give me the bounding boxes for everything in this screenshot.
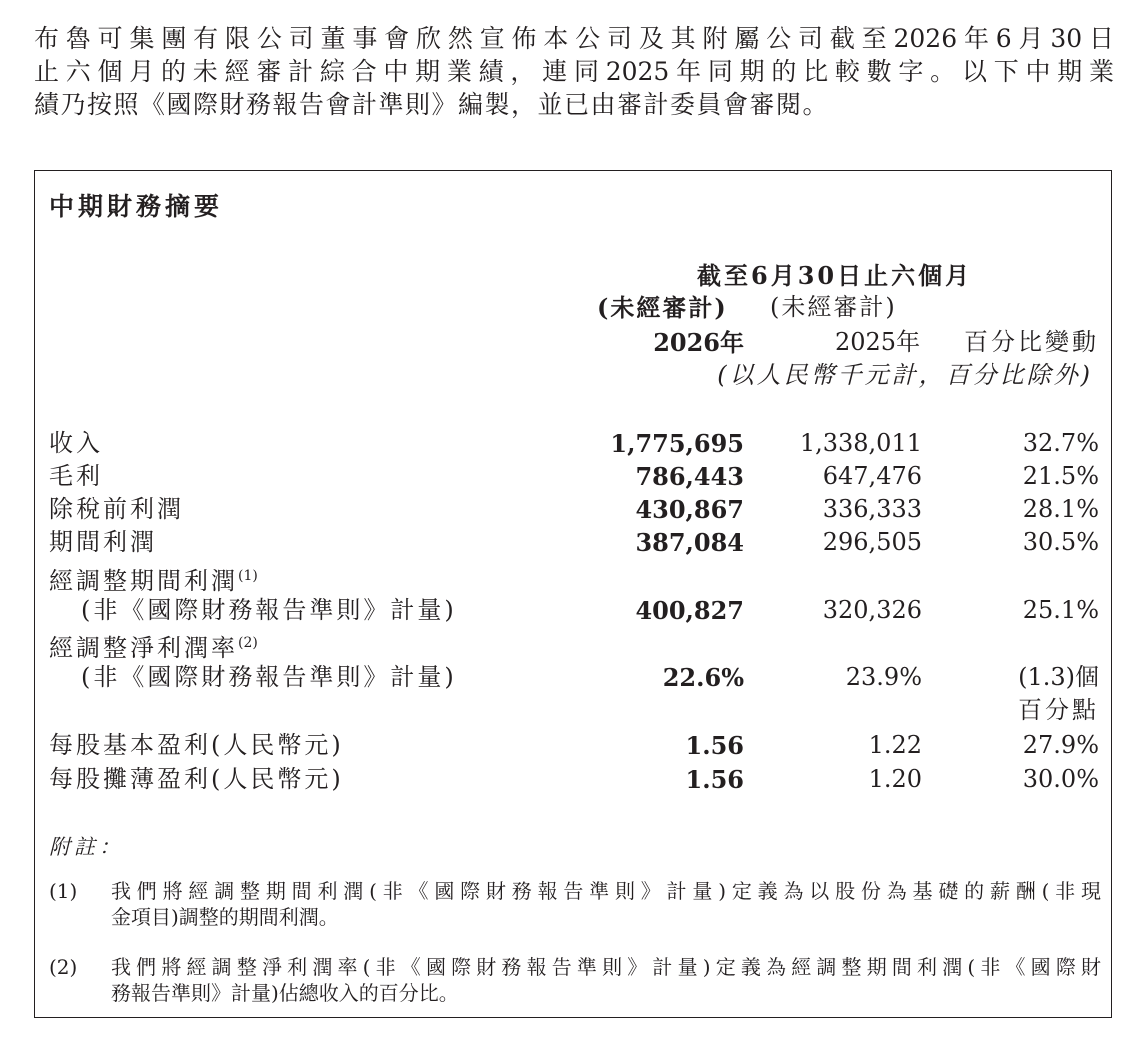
value-2026: 430,867 — [635, 495, 744, 524]
row-label — [49, 627, 258, 665]
value-2026: 22.6% — [662, 663, 744, 692]
row-label — [49, 560, 258, 598]
notes-title: 附註： — [49, 835, 124, 859]
value-2026: 1.56 — [685, 765, 744, 794]
footnote-text — [111, 878, 1101, 930]
table-row — [35, 594, 1111, 627]
value-2025: 296,505 — [822, 528, 922, 556]
change-value: 32.7% — [1022, 429, 1099, 457]
change-header: 百分比變動 — [964, 328, 1099, 356]
value-2025: 1.20 — [868, 765, 922, 793]
year-2026-header: 2026年 — [653, 328, 744, 357]
row-label: (非《國際財務報告準則》計量) — [81, 596, 457, 624]
table-row — [35, 493, 1111, 526]
change-value: 30.5% — [1022, 528, 1099, 556]
financial-summary-box — [34, 170, 1112, 1018]
row-label-text: 經調整期間利潤 — [49, 567, 238, 595]
value-2025: 23.9% — [845, 663, 922, 691]
footnote-number: (2) — [49, 955, 78, 979]
change-value: 21.5% — [1022, 462, 1099, 490]
row-label: 每股基本盈利(人民幣元) — [49, 731, 344, 759]
table-row — [35, 661, 1111, 724]
row-label: 毛利 — [49, 462, 103, 490]
row-label: 每股攤薄盈利(人民幣元) — [49, 765, 344, 793]
change-value: 27.9% — [1022, 731, 1099, 759]
intro-line: 止六個月的未經審計綜合中期業績，連同2025年同期的比較數字。以下中期業 — [34, 57, 1114, 86]
change-value: 28.1% — [1022, 495, 1099, 523]
table-row — [35, 526, 1111, 559]
value-2026: 786,443 — [635, 462, 744, 491]
unit-note: (以人民幣千元計，百分比除外) — [717, 361, 1093, 389]
footnote-marker: (1) — [238, 568, 258, 584]
table-row — [35, 427, 1111, 460]
footnote-marker: (2) — [238, 635, 258, 651]
row-label: 收入 — [49, 429, 103, 457]
unaudited-2025-label: (未經審計) — [770, 293, 897, 321]
change-value-unit: 百分點 — [1018, 696, 1099, 724]
change-value: 30.0% — [1022, 765, 1099, 793]
table-row — [35, 763, 1111, 796]
intro-line: 績乃按照《國際財務報告會計準則》編製，並已由審計委員會審閱。 — [34, 90, 830, 119]
summary-title: 中期財務摘要 — [49, 192, 224, 221]
value-2025: 647,476 — [822, 462, 922, 490]
intro-paragraph — [34, 22, 1114, 121]
intro-line: 布魯可集團有限公司董事會欣然宣佈本公司及其附屬公司截至2026年6月30日 — [34, 24, 1114, 53]
period-header: 截至6月30日止六個月 — [697, 261, 973, 290]
table-row — [35, 627, 1111, 660]
table-row — [35, 560, 1111, 593]
row-label: 除稅前利潤 — [49, 495, 184, 523]
value-2026: 400,827 — [635, 596, 744, 625]
table-row — [35, 729, 1111, 762]
row-label: 期間利潤 — [49, 528, 157, 556]
footnote-number: (1) — [49, 879, 78, 903]
unaudited-2026-label: (未經審計) — [597, 293, 728, 322]
value-2026: 1,775,695 — [610, 429, 744, 458]
value-2025: 336,333 — [822, 495, 922, 523]
change-value: 25.1% — [1022, 596, 1099, 624]
value-2025: 1,338,011 — [799, 429, 922, 457]
row-label-text: 經調整淨利潤率 — [49, 634, 238, 662]
value-2025: 1.22 — [868, 731, 922, 759]
value-2026: 1.56 — [685, 731, 744, 760]
row-label: (非《國際財務報告準則》計量) — [81, 663, 457, 691]
footnote-line: 我們將經調整淨利潤率(非《國際財務報告準則》計量)定義為經調整期間利潤(非《國際財 — [111, 955, 1101, 979]
footnote-line: 務報告準則》計量)佔總收入的百分比。 — [111, 981, 459, 1005]
value-2025: 320,326 — [822, 596, 922, 624]
value-2026: 387,084 — [635, 528, 744, 557]
footnote-line: 金項目)調整的期間利潤。 — [111, 905, 339, 929]
footnote-line: 我們將經調整期間利潤(非《國際財務報告準則》計量)定義為以股份為基礎的薪酬(非現 — [111, 879, 1101, 903]
change-value: (1.3)個 — [1018, 663, 1099, 691]
table-row — [35, 460, 1111, 493]
footnote-text — [111, 954, 1101, 1006]
year-2025-header: 2025年 — [835, 328, 921, 356]
